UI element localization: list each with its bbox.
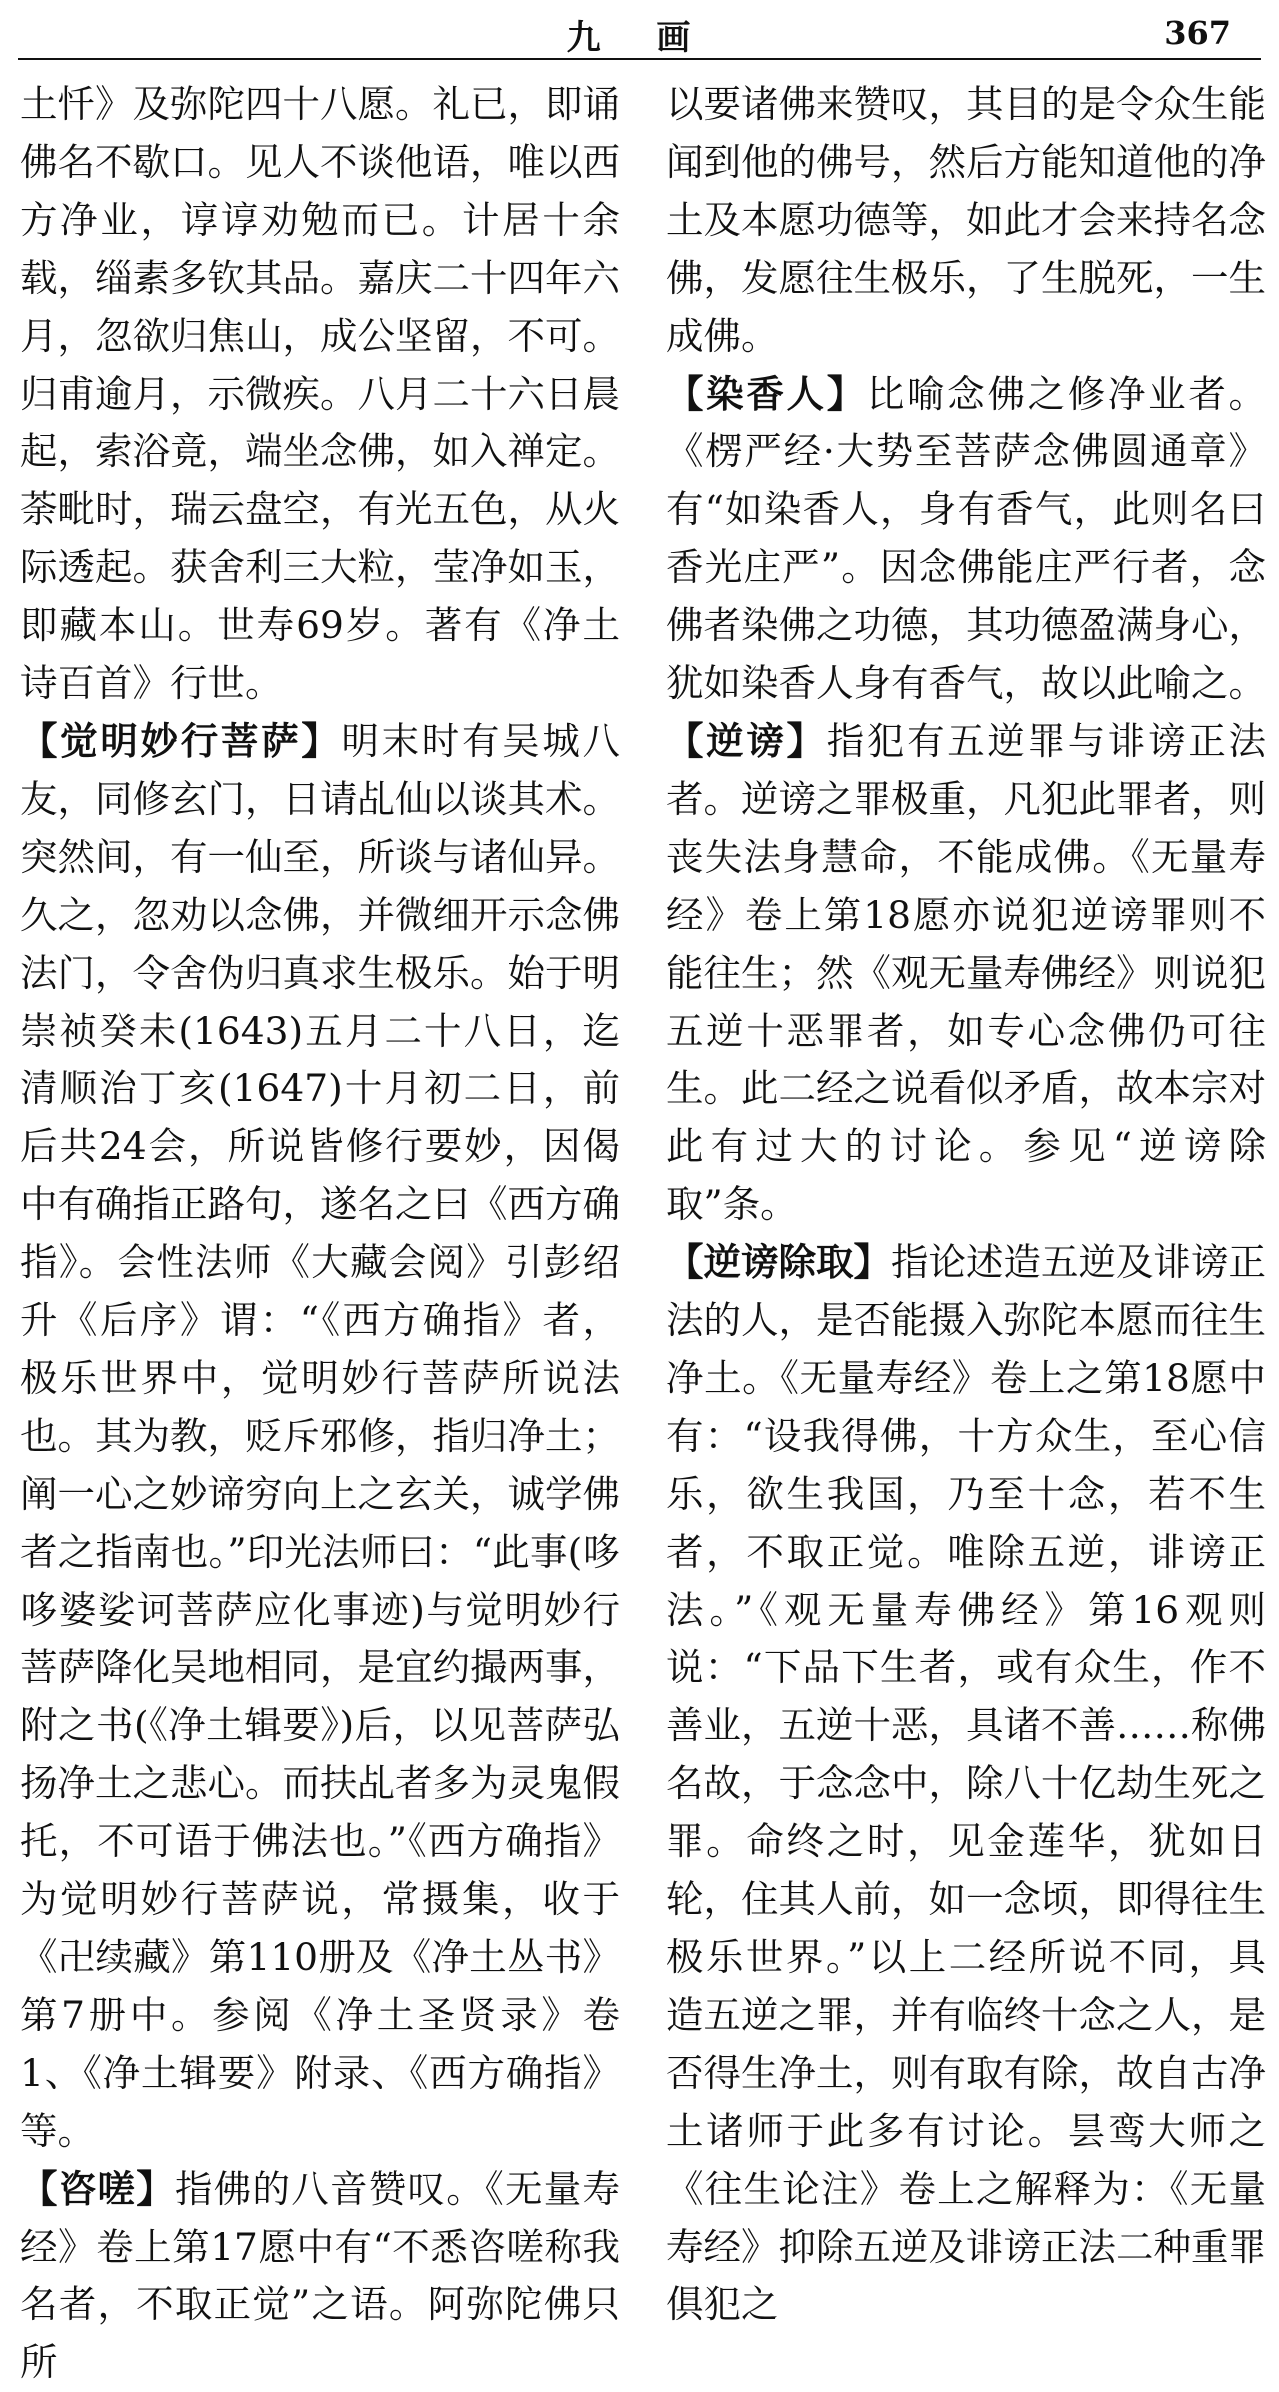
page-number: 367 [1164, 14, 1231, 52]
running-title: 九 画 [566, 18, 713, 58]
entry-term: 【咨嗟】 [20, 2166, 175, 2211]
entry-term: 【逆谤】 [666, 718, 827, 763]
entry-text: 指犯有五逆罪与诽谤正法者。逆谤之罪极重，凡犯此罪者，则丧失法身慧命，不能成佛。《无量寿经》卷上第18愿亦说犯逆谤罪则不能往生；然《观无量寿佛经》则说犯五逆十恶罪者，如专心念佛仍可往生。此二经之说看似矛盾，故本宗对此有过大的讨论。参见“逆谤除取”条。 [666, 718, 1267, 1227]
page-header [0, 0, 1279, 62]
entry-paragraph [20, 76, 620, 713]
entry-text: 比喻念佛之修净业者。《楞严经·大势至菩萨念佛圆通章》有“如染香人，身有香气，此则名曰香光庄严”。因念佛能庄严行者，念佛者染佛之功德，其功德盈满身心，犹如染香人身有香气，故以此喻之。 [666, 371, 1267, 706]
entry-paragraph [666, 76, 1266, 366]
entry-text: 明末时有吴城八友，同修玄门，日请乩仙以谈其术。突然间，有一仙至，所谈与诸仙异。久之，忽劝以念佛，并微细开示念佛法门，令舍伪归真求生极乐。始于明崇祯癸未(1643)五月二十八日，迄清顺治丁亥(1647)十月初二日，前后共24会，所说皆修行要妙，因偈中有确指正路句，遂名之曰《西方确指》。会性法师《大藏会阅》引彭绍升《后序》谓：“《西方确指》者，极乐世界中，觉明妙行菩萨所说法也。其为教，贬斥邪修，指归净土；阐一心之妙谛穷向上之玄关，诚学佛者之指南也。”印光法师曰：“此事(哆哆婆娑诃菩萨应化事迹)与觉明妙行菩萨降化吴地相同，是宜约撮两事，附之书(《净土辑要》)后，以见菩萨弘扬净土之悲心。而扶乩者多为灵鬼假托，不可语于佛法也。”《西方确指》为觉明妙行菩萨说，常摄集，收于《卍续藏》第110册及《净土丛书》第7册中。参阅《净土圣贤录》卷1、《净土辑要》附录、《西方确指》等。 [20, 718, 621, 2153]
entry-paragraph [666, 713, 1266, 1234]
entry-paragraph [666, 1234, 1266, 2334]
entry-text: 指佛的八音赞叹。《无量寿经》卷上第17愿中有“不悉咨嗟称我名者，不取正觉”之语。阿弥陀佛只所 [20, 2166, 620, 2385]
entry-text: 土忏》及弥陀四十八愿。礼已，即诵佛名不歇口。见人不谈他语，唯以西方净业，谆谆劝勉而已。计居十余载，缁素多钦其品。嘉庆二十四年六月，忽欲归焦山，成公坚留，不可。归甫逾月，示微疾。八月二十六日晨起，索浴竟，端坐念佛，如入禅定。荼毗时，瑞云盘空，有光五色，从火际透起。获舍利三大粒，莹净如玉，即藏本山。世寿69岁。著有《净土诗百首》行世。 [20, 82, 620, 706]
entry-term: 【觉明妙行菩萨】 [20, 718, 342, 763]
entry-paragraph [666, 366, 1266, 713]
header-rule [18, 58, 1261, 60]
right-column [666, 76, 1266, 2334]
entry-paragraph [20, 2161, 620, 2392]
left-column [20, 76, 620, 2392]
entry-text: 指论述造五逆及诽谤正法的人，是否能摄入弥陀本愿而往生净土。《无量寿经》卷上之第18愿中有：“设我得佛，十方众生，至心信乐，欲生我国，乃至十念，若不生者，不取正觉。唯除五逆，诽谤正法。”《观无量寿佛经》第16观则说：“下品下生者，或有众生，作不善业，五逆十恶，具诸不善……称佛名故，于念念中，除八十亿劫生死之罪。命终之时，见金莲华，犹如日轮，住其人前，如一念顷，即得往生极乐世界。”以上二经所说不同，具造五逆之罪，并有临终十念之人，是否得生净土，则有取有除，故自古净土诸师于此多有讨论。昙鸾大师之《往生论注》卷上之解释为：《无量寿经》抑除五逆及诽谤正法二种重罪俱犯之 [666, 1240, 1266, 2327]
entry-term: 【逆谤除取】 [666, 1240, 891, 1285]
entry-paragraph [20, 713, 620, 2161]
entry-text: 以要诸佛来赞叹，其目的是令众生能闻到他的佛号，然后方能知道他的净土及本愿功德等，如此才会来持名念佛，发愿往生极乐，了生脱死，一生成佛。 [666, 82, 1266, 358]
entry-term: 【染香人】 [666, 371, 867, 416]
